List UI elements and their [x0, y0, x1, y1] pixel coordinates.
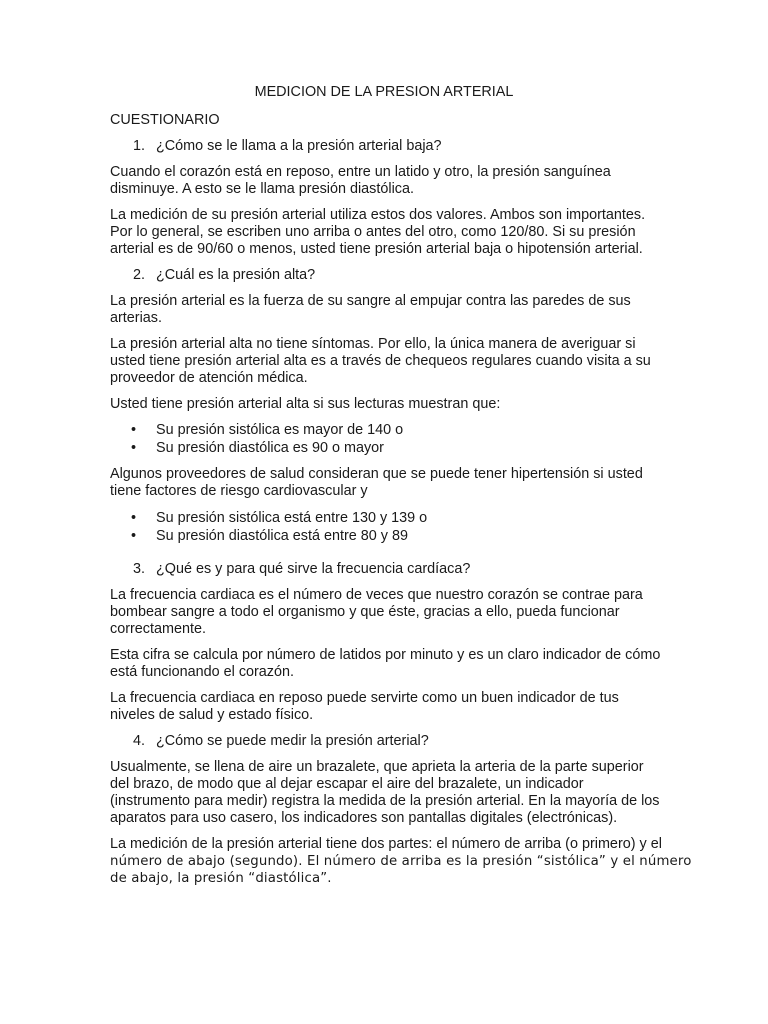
question-number: 2. [133, 267, 146, 283]
paragraph-line: Por lo general, se escriben uno arriba o antes del otro, como 120/80. Si su presión [110, 224, 636, 240]
question-text: ¿Cómo se le llama a la presión arterial baja? [156, 138, 442, 154]
paragraph-5: Usted tiene presión arterial alta si sus lecturas muestran que: [110, 396, 501, 412]
paragraph-line: proveedor de atención médica. [110, 370, 308, 386]
paragraph-line: La presión arterial alta no tiene síntomas. Por ello, la única manera de averiguar si [110, 336, 636, 352]
paragraph-line: arterial es de 90/60 o menos, usted tiene presión arterial baja o hipotensión arterial. [110, 241, 643, 257]
paragraph-line: niveles de salud y estado físico. [110, 707, 314, 723]
question-text: ¿Cómo se puede medir la presión arterial? [156, 733, 429, 749]
question-number: 4. [133, 733, 146, 749]
document-title: MEDICION DE LA PRESION ARTERIAL [254, 84, 514, 100]
bullet-icon: • [131, 510, 137, 526]
question-number: 3. [133, 561, 146, 577]
list-item: Su presión diastólica es 90 o mayor [156, 440, 384, 456]
paragraph-line: La presión arterial es la fuerza de su sangre al empujar contra las paredes de sus [110, 293, 631, 309]
list-item: Su presión sistólica está entre 130 y 139 o [156, 510, 428, 526]
paragraph-line: número de abajo (segundo). El número de arriba es la presión “sistólica” y el número [110, 854, 692, 869]
paragraph-line: Usualmente, se llena de aire un brazalete, que aprieta la arteria de la parte superior [110, 759, 644, 775]
paragraph-line: La medición de la presión arterial tiene dos partes: el número de arriba (o primero) y el [110, 836, 662, 852]
paragraph-line: La frecuencia cardiaca es el número de veces que nuestro corazón se contrae para [110, 587, 643, 603]
section-heading: CUESTIONARIO [110, 112, 220, 128]
paragraph-line: tiene factores de riesgo cardiovascular y [110, 483, 368, 499]
list-item: Su presión sistólica es mayor de 140 o [156, 422, 404, 438]
question-text: ¿Cuál es la presión alta? [156, 267, 316, 283]
paragraph-line: usted tiene presión arterial alta es a través de chequeos regulares cuando visita a su [110, 353, 651, 369]
paragraph-line: La medición de su presión arterial utiliza estos dos valores. Ambos son importantes. [110, 207, 646, 223]
paragraph-line: aparatos para uso casero, los indicadores son pantallas digitales (electrónicas). [110, 810, 618, 826]
question-text: ¿Qué es y para qué sirve la frecuencia cardíaca? [156, 561, 471, 577]
paragraph-line: Esta cifra se calcula por número de latidos por minuto y es un claro indicador de cómo [110, 647, 661, 663]
bullet-icon: • [131, 440, 137, 456]
list-item: Su presión diastólica está entre 80 y 89 [156, 528, 408, 544]
paragraph-line: bombear sangre a todo el organismo y que éste, gracias a ello, pueda funcionar [110, 604, 620, 620]
paragraph-line: Algunos proveedores de salud consideran que se puede tener hipertensión si usted [110, 466, 643, 482]
bullet-icon: • [131, 528, 137, 544]
paragraph-line: (instrumento para medir) registra la medida de la presión arterial. En la mayoría de los [110, 793, 660, 809]
question-number: 1. [133, 138, 146, 154]
paragraph-line: del brazo, de modo que al dejar escapar el aire del brazalete, un indicador [110, 776, 584, 792]
paragraph-line: disminuye. A esto se le llama presión diastólica. [110, 181, 414, 197]
paragraph-line: de abajo, la presión “diastólica”. [110, 871, 332, 886]
paragraph-line: La frecuencia cardiaca en reposo puede servirte como un buen indicador de tus [110, 690, 619, 706]
paragraph-line: está funcionando el corazón. [110, 664, 295, 680]
bullet-icon: • [131, 422, 137, 438]
paragraph-line: arterias. [110, 310, 162, 326]
paragraph-line: Cuando el corazón está en reposo, entre un latido y otro, la presión sanguínea [110, 164, 611, 180]
paragraph-line: correctamente. [110, 621, 206, 637]
